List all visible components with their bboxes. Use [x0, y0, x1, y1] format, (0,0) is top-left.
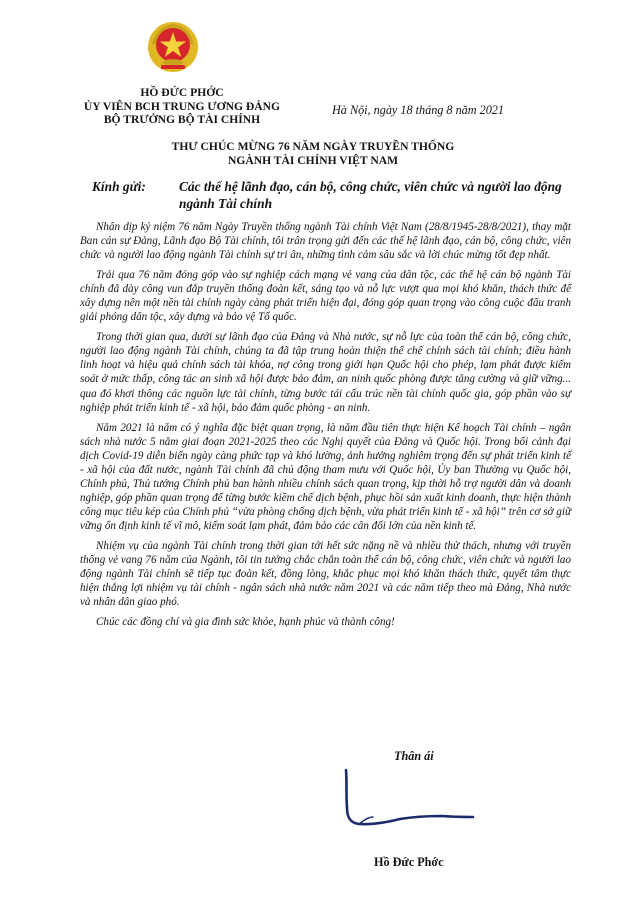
body-paragraph: Trải qua 76 năm đóng góp vào sự nghiệp cách mạng vẻ vang của dân tộc, các thế hệ cán bộ ngành Tài chính đã dày công vun đắp truyền thống đoàn kết, sáng tạo và nỗ lực vượt qua mọi khó khăn, thách thức để xây dựng nên một nền tài chính ngày càng phát triển hiện đại, đóng góp quan trọng vào công cuộc đấu tranh giải phóng dân tộc, xây dựng và bảo vệ Tổ quốc.	[80, 269, 571, 324]
date-line: Hà Nội, ngày 18 tháng 8 năm 2021	[332, 103, 504, 117]
title-line-2: NGÀNH TÀI CHÍNH VIỆT NAM	[227, 153, 399, 167]
issuer-name: HỒ ĐỨC PHỚC	[140, 86, 224, 99]
signature-icon	[340, 762, 480, 838]
salutation-label: Kính gửi:	[92, 179, 146, 194]
body-paragraph: Trong thời gian qua, dưới sự lãnh đạo của Đảng và Nhà nước, sự nỗ lực của toàn thể cán bộ, công chức, người lao động ngành Tài chính, chúng ta đã tập trung hoàn thiện thể chế chính sách tài chính; điều hành linh hoạt và hiệu quả chính sách tài khóa, nợ công trong giới hạn Quốc hội cho phép, lạm phát được kiểm soát ở mức thấp, công tác an sinh xã hội được bảo đảm, an ninh quốc phòng được tăng cường và giữ vững... qua đó khơi thông các nguồn lực tài chính, từng bước tái cấu trúc nền tài chính quốc gia, góp phần vào sự nghiệp phát triển kinh tế - xã hội, bảo đảm quốc phòng - an ninh.	[80, 331, 571, 414]
signer-name: Hồ Đức Phớc	[374, 855, 444, 869]
body-paragraph: Nhân dịp kỷ niệm 76 năm Ngày Truyền thống ngành Tài chính Việt Nam (28/8/1945-28/8/2021), thay mặt Ban cán sự Đảng, Lãnh đạo Bộ Tài chính, tôi trân trọng gửi đến các thế hệ lãnh đạo, cán bộ, công chức, viên chức và người lao động ngành Tài chính sự tri ân, những tình cảm sâu sắc và lời chúc mừng tốt đẹp nhất.	[80, 221, 571, 262]
body-paragraph: Chúc các đồng chí và gia đình sức khỏe, hạnh phúc và thành công!	[96, 616, 395, 629]
body-paragraph: Nhiệm vụ của ngành Tài chính trong thời gian tới hết sức nặng nề và nhiều thử thách, nhưng với truyền thống vẻ vang 76 năm của Ngành, tôi tin tưởng chắc chắn toàn thể cán bộ, công chức, viên chức và người lao động ngành Tài chính sẽ tiếp tục đoàn kết, đồng lòng, khắc phục mọi khó khăn thách thức, quyết tâm thực hiện thắng lợi nhiệm vụ tài chính - ngân sách nhà nước năm 2021 và các năm tiếp theo mà Đảng, Nhà nước và nhân dân giao phó.	[80, 539, 571, 609]
issuer-position-party: ỦY VIÊN BCH TRUNG ƯƠNG ĐẢNG	[83, 99, 281, 113]
salutation-recipients: Các thế hệ lãnh đạo, cán bộ, công chức, viên chức và người lao động ngành Tài chính	[179, 179, 562, 211]
issuer-block	[52, 86, 312, 127]
closing: Thân ái	[394, 749, 434, 763]
issuer-position-minister: BỘ TRƯỞNG BỘ TÀI CHÍNH	[103, 113, 261, 126]
body-paragraph: Năm 2021 là năm có ý nghĩa đặc biệt quan trọng, là năm đầu tiên thực hiện Kế hoạch Tài chính – ngân sách nhà nước 5 năm giai đoạn 2021-2025 theo các Nghị quyết của Đảng và Quốc hội. Trong bối cảnh đại dịch Covid-19 diễn biến ngày càng phức tạp và khó lường, ảnh hưởng nghiêm trọng đến sự phát triển kinh tế - xã hội của đất nước, ngành Tài chính đã chủ động tham mưu với Quốc hội, Ủy ban Thường vụ Quốc hội, Chính phủ, Thủ tướng Chính phủ ban hành nhiều chính sách quan trọng, kịp thời hỗ trợ người dân và doanh nghiệp, góp phần quan trọng để từng bước kiềm chế dịch bệnh, phục hồi sản xuất kinh doanh, thực hiện thành công mục tiêu kép của Chính phủ “vừa phòng chống dịch bệnh, vừa phát triển kinh tế - xã hội” trên cơ sở giữ vững ổn định kinh tế vĩ mô, kiểm soát lạm phát, đảm bảo các cân đối lớn của nền kinh tế.	[80, 421, 571, 532]
letter-body	[80, 220, 571, 635]
letter-title	[88, 140, 538, 168]
title-line-1: THƯ CHÚC MỪNG 76 NĂM NGÀY TRUYỀN THỐNG	[171, 140, 455, 153]
national-emblem-icon	[147, 21, 199, 73]
